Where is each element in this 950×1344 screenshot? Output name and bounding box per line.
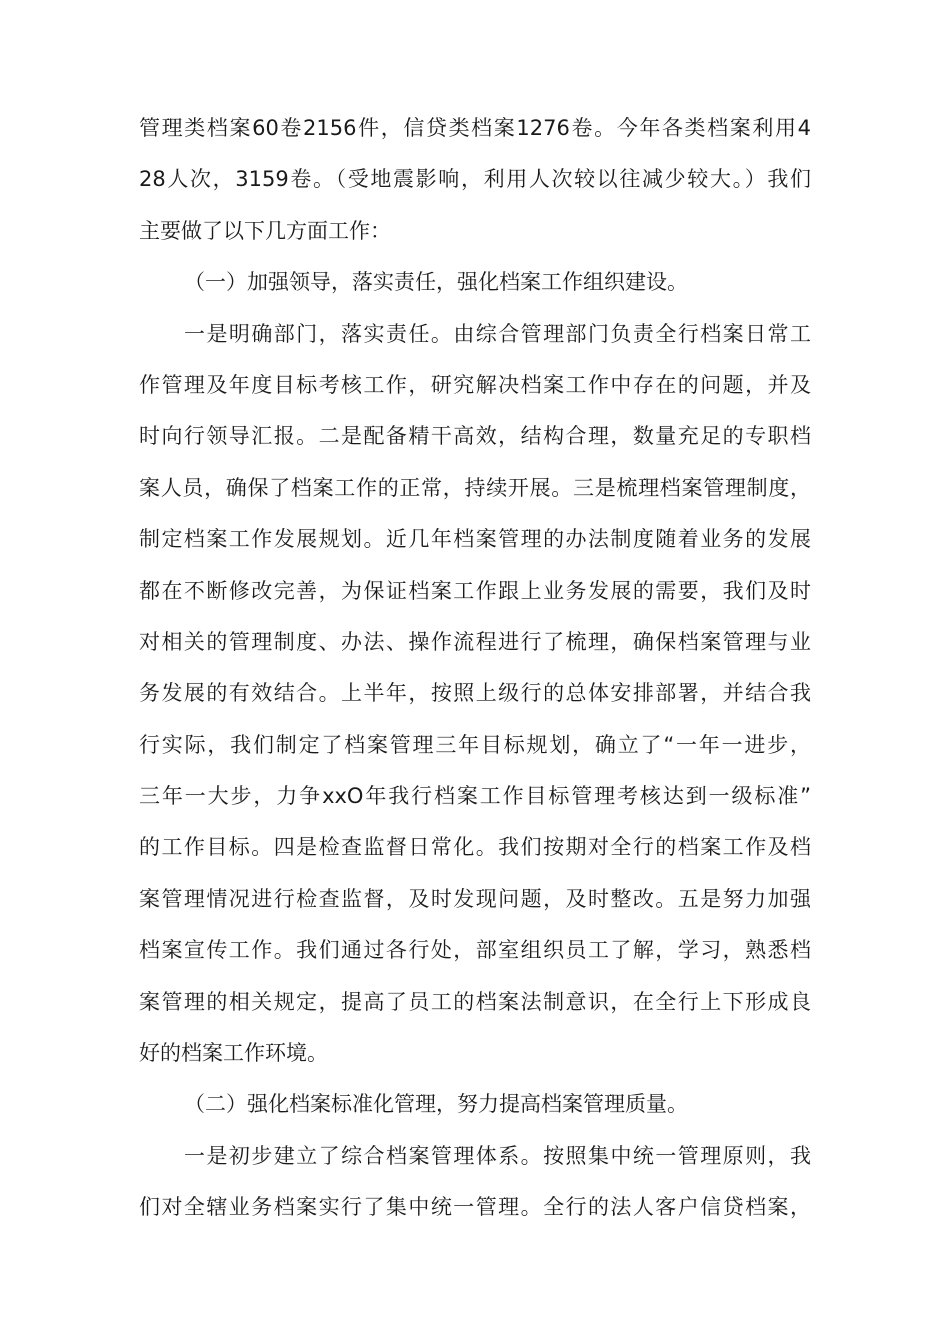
text-line: 主要做了以下几方面工作：: [139, 218, 391, 243]
text-line: 行实际，我们制定了档案管理三年目标规划，确立了“一年一进步，: [139, 732, 811, 757]
text-line: 一是初步建立了综合档案管理体系。按照集中统一管理原则，我: [184, 1143, 811, 1168]
text-line: 都在不断修改完善，为保证档案工作跟上业务发展的需要，我们及时: [139, 578, 811, 603]
text-line: （一）加强领导，落实责任，强化档案工作组织建设。: [184, 270, 688, 295]
text-line: 档案宣传工作。我们通过各行处，部室组织员工了解，学习，熟悉档: [139, 938, 811, 963]
text-line: 案管理情况进行检查监督，及时发现问题，及时整改。五是努力加强: [139, 886, 811, 911]
text-line: 的工作目标。四是检查监督日常化。我们按期对全行的档案工作及档: [139, 835, 811, 860]
text-line: 一是明确部门，落实责任。由综合管理部门负责全行档案日常工: [184, 321, 811, 346]
text-line: 时向行领导汇报。二是配备精干高效，结构合理，数量充足的专职档: [139, 424, 811, 449]
text-line: 28人次，3159卷。（受地震影响，利用人次较以往减少较大。）我们: [139, 167, 811, 192]
text-line: 们对全辖业务档案实行了集中统一管理。全行的法人客户信贷档案，: [139, 1195, 811, 1220]
text-line: 制定档案工作发展规划。近几年档案管理的办法制度随着业务的发展: [139, 527, 811, 552]
text-line: 对相关的管理制度、办法、操作流程进行了梳理，确保档案管理与业: [139, 629, 811, 654]
text-line: 案管理的相关规定，提高了员工的档案法制意识，在全行上下形成良: [139, 989, 811, 1014]
text-line: 案人员，确保了档案工作的正常，持续开展。三是梳理档案管理制度，: [139, 475, 811, 500]
text-line: （二）强化档案标准化管理，努力提高档案管理质量。: [184, 1092, 688, 1117]
document-body: [139, 103, 811, 1234]
text-line: 作管理及年度目标考核工作，研究解决档案工作中存在的问题，并及: [139, 372, 811, 397]
paragraph-lines: [139, 103, 811, 1234]
text-line: 好的档案工作环境。: [139, 1041, 328, 1066]
text-line: 管理类档案60卷2156件，信贷类档案1276卷。今年各类档案利用4: [139, 116, 811, 140]
text-line: 务发展的有效结合。上半年，按照上级行的总体安排部署，并结合我: [139, 681, 811, 706]
text-line: 三年一大步，力争xxO年我行档案工作目标管理考核达到一级标准”: [139, 784, 811, 809]
